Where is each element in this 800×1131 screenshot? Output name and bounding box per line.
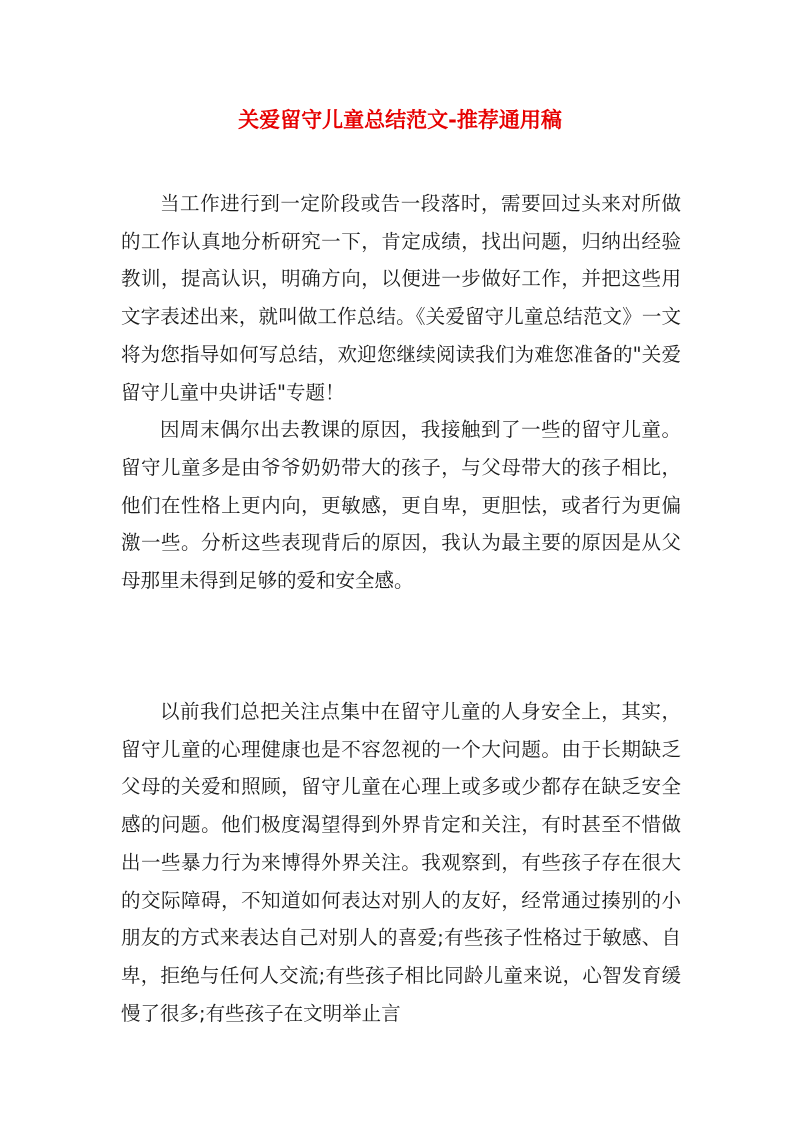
document-body-bottom xyxy=(121,693,681,1032)
paragraph-mental-health: 以前我们总把关注点集中在留守儿童的人身安全上，其实，留守儿童的心理健康也是不容忽视的一个大问题。由于长期缺乏父母的关爱和照顾，留守儿童在心理上或多或少都存在缺乏安全感的问题。他们极度渴望得到外界肯定和关注，有时甚至不惜做出一些暴力行为来博得外界关注。我观察到，有些孩子存在很大的交际障碍，不知道如何表达对别人的友好，经常通过揍别的小朋友的方式来表达自己对别人的喜爱;有些孩子性格过于敏感、自卑，拒绝与任何人交流;有些孩子相比同龄儿童来说，心智发育缓慢了很多;有些孩子在文明举止言 xyxy=(121,700,681,1025)
paragraph-intro: 当工作进行到一定阶段或告一段落时，需要回过头来对所做的工作认真地分析研究一下，肯定成绩，找出问题，归纳出经验教训，提高认识，明确方向，以便进一步做好工作，并把这些用文字表述出来，就叫做工作总结。《关爱留守儿童总结范文》一文将为您指导如何写总结，欢迎您继续阅读我们为难您准备的"关爱留守儿童中央讲话"专题！ xyxy=(121,192,681,404)
document-title: 关爱留守儿童总结范文-推荐通用稿 xyxy=(238,108,562,132)
document-body-top xyxy=(121,185,681,600)
paragraph-observation: 因周末偶尔出去教课的原因，我接触到了一些的留守儿童。留守儿童多是由爷爷奶奶带大的孩子，与父母带大的孩子相比，他们在性格上更内向，更敏感，更自卑，更胆怯，或者行为更偏激一些。分析这些表现背后的原因，我认为最主要的原因是从父母那里未得到足够的爱和安全感。 xyxy=(121,418,681,593)
